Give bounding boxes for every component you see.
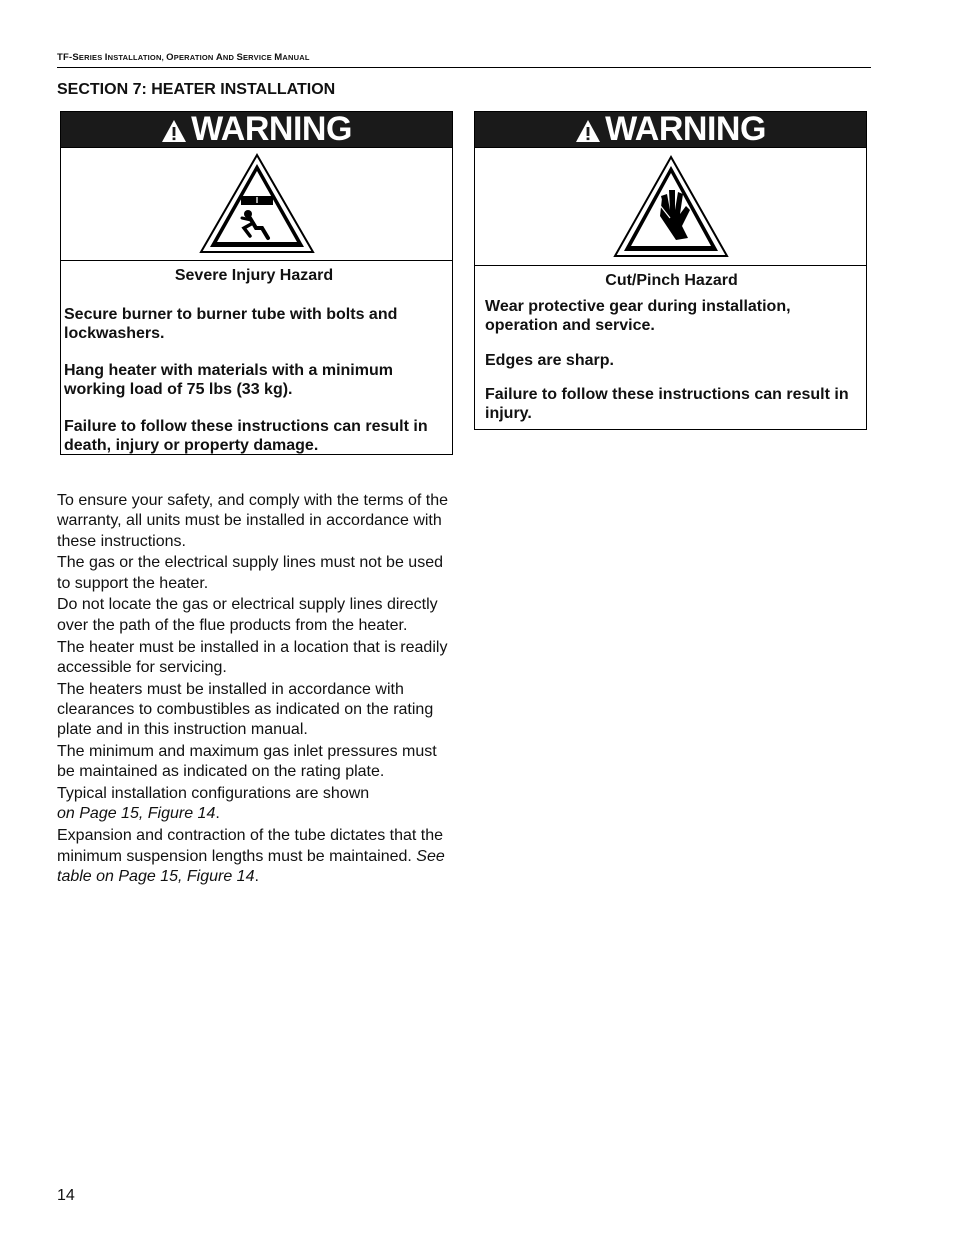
warning-box-severe-injury <box>60 111 453 455</box>
section-title: SECTION 7: HEATER INSTALLATION <box>57 81 336 98</box>
body-paragraph: The heaters must be installed in accordance with clearances to combustibles as indicated on the rating plate and in this instruction manual. <box>57 680 434 739</box>
body-paragraph: The gas or the electrical supply lines must not be used to support the heater. <box>57 554 443 592</box>
warning-icon-area <box>475 148 866 266</box>
header-title: SERIES INSTALLATION, OPERATION AND SERVICE MANUAL <box>72 52 310 63</box>
alert-triangle-icon <box>161 119 187 143</box>
hazard-title: Cut/Pinch Hazard <box>605 272 738 289</box>
body-text: Expansion and contraction of the tube dictates that the minimum suspension lengths must be maintained. <box>57 827 444 865</box>
punctuation: . <box>254 867 259 885</box>
body-paragraph: To ensure your safety, and comply with the terms of the warranty, all units must be installed in accordance with these instructions. <box>57 492 448 550</box>
body-paragraph <box>57 826 457 887</box>
warning-heading <box>475 112 866 148</box>
body-paragraph <box>57 784 457 825</box>
running-header <box>57 52 310 63</box>
figure-reference-link[interactable]: See table on Page 15, Figure 14 <box>57 847 445 885</box>
warning-paragraph: Hang heater with materials with a minimum working load of 75 lbs (33 kg). <box>64 362 393 398</box>
punctuation: . <box>215 805 220 823</box>
cut-hand-hazard-icon <box>612 154 730 260</box>
warning-box-cut-pinch <box>474 111 867 430</box>
header-prefix: TF- <box>57 52 73 63</box>
warning-paragraph: Failure to follow these instructions can result in injury. <box>485 386 849 422</box>
warning-paragraph: Failure to follow these instructions can result in death, injury or property damage. <box>64 418 428 454</box>
warning-heading-label: WARNING <box>191 110 352 148</box>
alert-triangle-icon <box>575 119 601 143</box>
page-number: 14 <box>57 1187 75 1204</box>
warning-icon-area <box>61 148 452 261</box>
warning-heading <box>61 112 452 148</box>
body-paragraph: The heater must be installed in a location that is readily accessible for servicing. <box>57 638 448 676</box>
warning-paragraph: Edges are sharp. <box>485 352 614 369</box>
installation-instructions <box>57 491 457 889</box>
warning-paragraph: Wear protective gear during installation, operation and service. <box>485 298 791 334</box>
hazard-title: Severe Injury Hazard <box>174 267 334 284</box>
header-rule <box>57 67 871 68</box>
warning-paragraph: Secure burner to burner tube with bolts and lockwashers. <box>64 306 398 342</box>
warning-heading-label: WARNING <box>605 110 766 148</box>
falling-object-hazard-icon <box>198 152 316 256</box>
body-text: Typical installation configurations are shown <box>57 785 370 803</box>
body-paragraph: The minimum and maximum gas inlet pressures must be maintained as indicated on the rating plate. <box>57 743 437 781</box>
body-paragraph: Do not locate the gas or electrical supply lines directly over the path of the flue products from the heater. <box>57 596 438 634</box>
figure-reference-link[interactable]: on Page 15, Figure 14 <box>57 805 216 823</box>
